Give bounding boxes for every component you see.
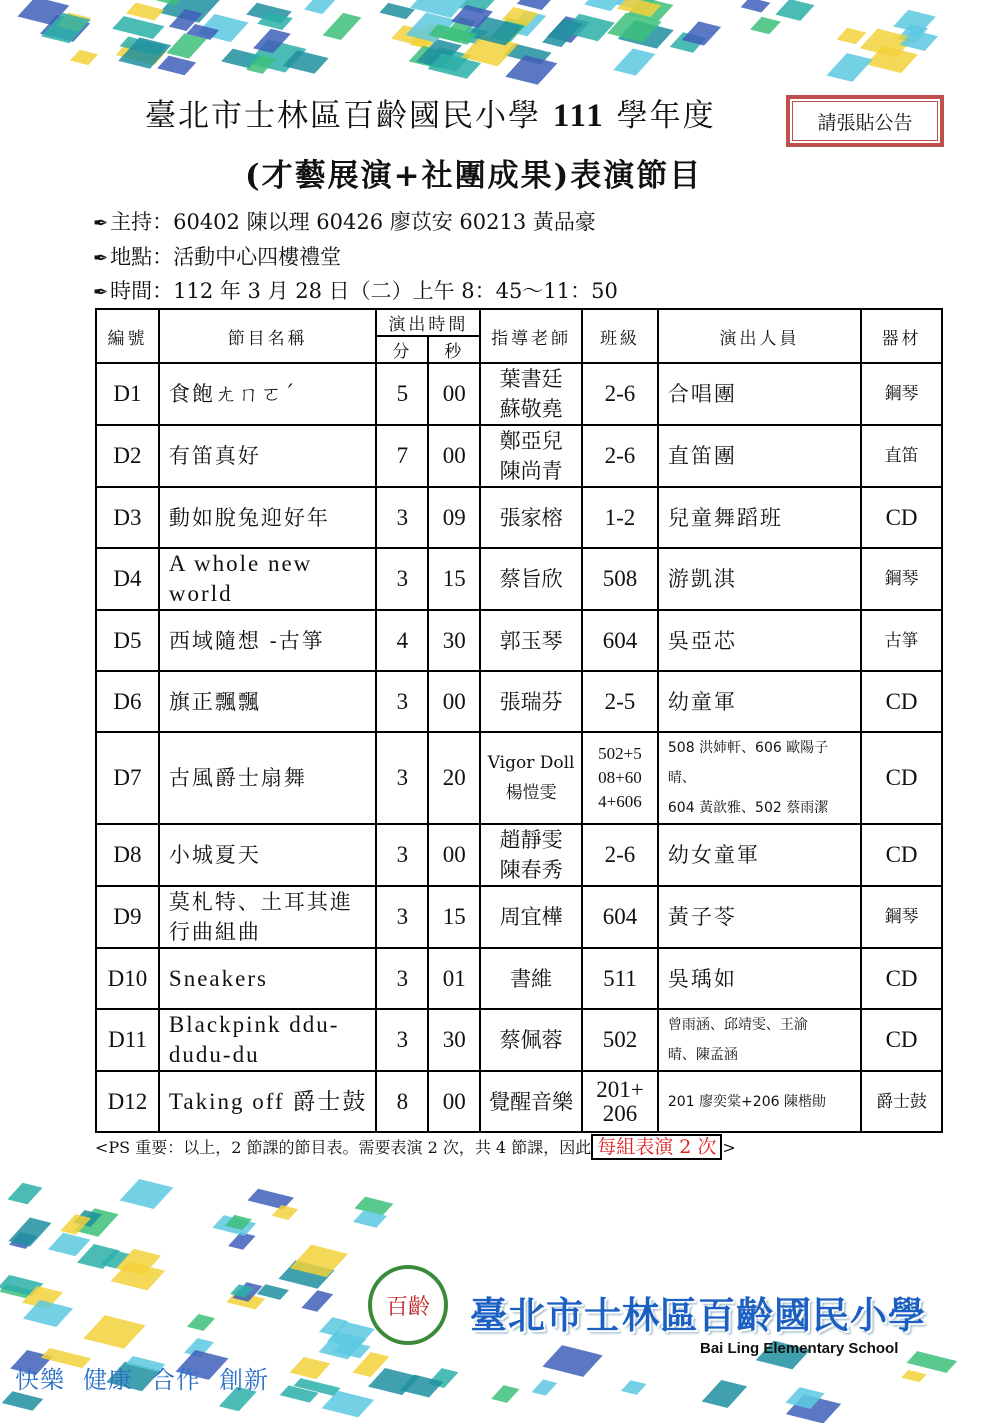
cell-min: 3 — [376, 548, 428, 610]
cell-no: D4 — [96, 548, 159, 610]
cell-class: 2-6 — [582, 363, 658, 425]
cell-class: 2-5 — [582, 671, 658, 732]
cell-name: 莫札特、土耳其進 行曲組曲 — [159, 886, 377, 948]
cell-no: D12 — [96, 1071, 159, 1132]
cell-equipment: CD — [861, 671, 942, 732]
pen-icon: ✒ — [93, 213, 109, 234]
cell-teacher: 蔡旨欣 — [480, 548, 582, 610]
table-row — [96, 824, 942, 886]
decorative-tile — [289, 1357, 330, 1379]
school-motto: 快樂 健康 合作 創新 — [15, 1366, 269, 1394]
cell-sec: 00 — [428, 363, 480, 425]
cell-equipment: CD — [861, 948, 942, 1009]
cell-performers: 合唱團 — [658, 363, 861, 425]
decorative-tile — [702, 1380, 748, 1408]
cell-no: D11 — [96, 1009, 159, 1071]
decorative-tile — [112, 16, 164, 38]
page-title: 臺北市士林區百齡國民小學 111 學年度 — [145, 98, 716, 134]
decorative-tile — [613, 48, 655, 75]
table-row — [96, 610, 942, 671]
decorative-tile — [303, 0, 339, 14]
decorative-tile — [8, 1183, 43, 1205]
notice-badge: 請張貼公告 — [786, 95, 944, 147]
cell-name: Taking off 爵士鼓 — [159, 1071, 377, 1132]
table-row — [96, 671, 942, 732]
cell-teacher: 覺醒音樂 — [480, 1071, 582, 1132]
cell-sec: 20 — [428, 732, 480, 824]
table-row — [96, 1071, 942, 1132]
cell-equipment: 爵士鼓 — [861, 1071, 942, 1132]
table-row — [96, 732, 942, 824]
cell-performers: 吳亞芯 — [658, 610, 861, 671]
cell-no: D9 — [96, 886, 159, 948]
cell-equipment: CD — [861, 824, 942, 886]
cell-sec: 00 — [428, 824, 480, 886]
cell-teacher: 周宜樺 — [480, 886, 582, 948]
school-logo: 百齡 — [368, 1265, 448, 1345]
decorative-tile — [621, 1380, 647, 1395]
cell-min: 3 — [376, 886, 428, 948]
cell-teacher: 趙靜雯 陳春秀 — [480, 824, 582, 886]
info-time: ✒時間：112 年 3 月 28 日（二）上午 8：45～11：50 — [93, 279, 618, 303]
cell-teacher: Vigor Doll 楊愷雯 — [480, 732, 582, 824]
cell-name: Blackpink ddu- dudu-du — [159, 1009, 377, 1071]
cell-class: 1-2 — [582, 487, 658, 548]
decorative-tile — [157, 56, 197, 76]
decorative-tile — [826, 53, 873, 82]
decorative-tile — [322, 12, 361, 39]
decorative-tile — [302, 1291, 333, 1312]
cell-performers: 兒童舞蹈班 — [658, 487, 861, 548]
school-name-english: Bai Ling Elementary School — [700, 1340, 899, 1357]
ps-note: <PS 重要：以上，2 節課的節目表。需要表演 2 次，共 4 節課，因此 每組表演 2 次 > — [95, 1136, 736, 1158]
table-row — [96, 948, 942, 1009]
decorative-tile — [166, 33, 207, 59]
info-host: ✒主持：60402 陳以理 60426 廖苡安 60213 黃品豪 — [93, 210, 596, 234]
cell-min: 3 — [376, 1009, 428, 1071]
decorative-tile — [187, 1315, 215, 1332]
header-teacher: 指導老師 — [480, 309, 582, 363]
pen-icon: ✒ — [93, 248, 109, 269]
cell-name: A whole new world — [159, 548, 377, 610]
cell-sec: 00 — [428, 425, 480, 487]
table-row — [96, 1009, 942, 1071]
cell-name: 有笛真好 — [159, 425, 377, 487]
header-no: 編號 — [96, 309, 159, 363]
cell-min: 3 — [376, 487, 428, 548]
decorative-tile — [84, 1315, 146, 1348]
cell-equipment: 鋼琴 — [861, 548, 942, 610]
cell-sec: 01 — [428, 948, 480, 1009]
cell-equipment: CD — [861, 487, 942, 548]
header-duration: 演出時間 — [376, 309, 480, 336]
cell-name: 食飽ㄤㄇㄛˊ — [159, 363, 377, 425]
cell-performers: 曾雨涵、邱靖雯、王渝 晴、陳孟涵 — [658, 1009, 861, 1071]
decorative-tile — [70, 49, 98, 64]
cell-equipment: 鋼琴 — [861, 363, 942, 425]
cell-class: 502 — [582, 1009, 658, 1071]
cell-sec: 15 — [428, 548, 480, 610]
cell-min: 4 — [376, 610, 428, 671]
cell-equipment: 鋼琴 — [861, 886, 942, 948]
cell-performers: 吳瑀如 — [658, 948, 861, 1009]
cell-no: D3 — [96, 487, 159, 548]
cell-min: 3 — [376, 732, 428, 824]
decorative-tile — [907, 1351, 957, 1372]
table-row — [96, 363, 942, 425]
cell-class: 508 — [582, 548, 658, 610]
cell-class: 201+ 206 — [582, 1071, 658, 1132]
decorative-tile — [751, 17, 781, 34]
cell-min: 3 — [376, 824, 428, 886]
cell-class: 604 — [582, 610, 658, 671]
table-row — [96, 425, 942, 487]
decorative-tile — [741, 0, 771, 12]
cell-no: D7 — [96, 732, 159, 824]
cell-class: 502+5 08+60 4+606 — [582, 732, 658, 824]
decorative-tile — [776, 0, 815, 21]
school-name: 臺北市士林區百齡國民小學 — [470, 1294, 926, 1337]
cell-sec: 30 — [428, 1009, 480, 1071]
cell-sec: 30 — [428, 610, 480, 671]
cell-equipment: 古箏 — [861, 610, 942, 671]
decorative-tile — [837, 28, 867, 45]
cell-teacher: 張瑞芬 — [480, 671, 582, 732]
cell-no: D5 — [96, 610, 159, 671]
table-row — [96, 548, 942, 610]
cell-class: 511 — [582, 948, 658, 1009]
program-table — [95, 308, 943, 1133]
page-subtitle: (才藝展演+社團成果)表演節目 — [245, 158, 703, 194]
header-equipment: 器材 — [861, 309, 942, 363]
ps-highlight: 每組表演 2 次 — [591, 1134, 722, 1160]
decorative-tile — [9, 1218, 52, 1247]
cell-name: 旗正飄飄 — [159, 671, 377, 732]
cell-performers: 黃子苓 — [658, 886, 861, 948]
table-row — [96, 487, 942, 548]
cell-no: D6 — [96, 671, 159, 732]
cell-min: 8 — [376, 1071, 428, 1132]
decorative-tile — [901, 1370, 926, 1382]
cell-performers: 幼女童軍 — [658, 824, 861, 886]
decorative-tile — [506, 55, 558, 84]
cell-name: 古風爵士扇舞 — [159, 732, 377, 824]
cell-sec: 00 — [428, 1071, 480, 1132]
cell-name: 西域隨想 -古箏 — [159, 610, 377, 671]
cell-performers: 201 廖奕棠+206 陳楷勛 — [658, 1071, 861, 1132]
header-min: 分 — [376, 336, 428, 363]
decorative-tile — [532, 1379, 557, 1395]
cell-no: D8 — [96, 824, 159, 886]
cell-teacher: 蔡佩蓉 — [480, 1009, 582, 1071]
cell-teacher: 鄭亞兒 陳尚青 — [480, 425, 582, 487]
decorative-tile — [542, 1345, 603, 1377]
cell-no: D1 — [96, 363, 159, 425]
cell-sec: 00 — [428, 671, 480, 732]
cell-teacher: 書維 — [480, 948, 582, 1009]
cell-teacher: 張家榕 — [480, 487, 582, 548]
decorative-tile — [119, 1179, 173, 1209]
header-sec: 秒 — [428, 336, 480, 363]
cell-name: Sneakers — [159, 948, 377, 1009]
cell-performers: 直笛團 — [658, 425, 861, 487]
cell-performers: 游凱淇 — [658, 548, 861, 610]
decorative-tile — [584, 0, 621, 11]
cell-sec: 15 — [428, 886, 480, 948]
pen-icon: ✒ — [93, 282, 109, 303]
cell-class: 2-6 — [582, 824, 658, 886]
cell-performers: 幼童軍 — [658, 671, 861, 732]
cell-equipment: 直笛 — [861, 425, 942, 487]
header-class: 班級 — [582, 309, 658, 363]
cell-no: D2 — [96, 425, 159, 487]
cell-teacher: 郭玉琴 — [480, 610, 582, 671]
cell-sec: 09 — [428, 487, 480, 548]
cell-performers: 508 洪姉軒、606 歐陽子晴、 604 黃歆雅、502 蔡雨潔 — [658, 732, 861, 824]
header-name: 節目名稱 — [159, 309, 377, 363]
cell-name: 小城夏天 — [159, 824, 377, 886]
decorative-tile — [492, 1386, 520, 1403]
cell-equipment: CD — [861, 732, 942, 824]
info-place: ✒地點：活動中心四樓禮堂 — [93, 245, 342, 269]
cell-no: D10 — [96, 948, 159, 1009]
cell-min: 7 — [376, 425, 428, 487]
cell-name: 動如脫兔迎好年 — [159, 487, 377, 548]
cell-class: 604 — [582, 886, 658, 948]
cell-class: 2-6 — [582, 425, 658, 487]
table-row — [96, 886, 942, 948]
decorative-tile — [517, 0, 555, 10]
header-performers: 演出人員 — [658, 309, 861, 363]
decorative-tile — [379, 2, 415, 19]
cell-min: 3 — [376, 671, 428, 732]
cell-equipment: CD — [861, 1009, 942, 1071]
cell-min: 5 — [376, 363, 428, 425]
cell-min: 3 — [376, 948, 428, 1009]
cell-teacher: 葉書廷 蘇敬堯 — [480, 363, 582, 425]
